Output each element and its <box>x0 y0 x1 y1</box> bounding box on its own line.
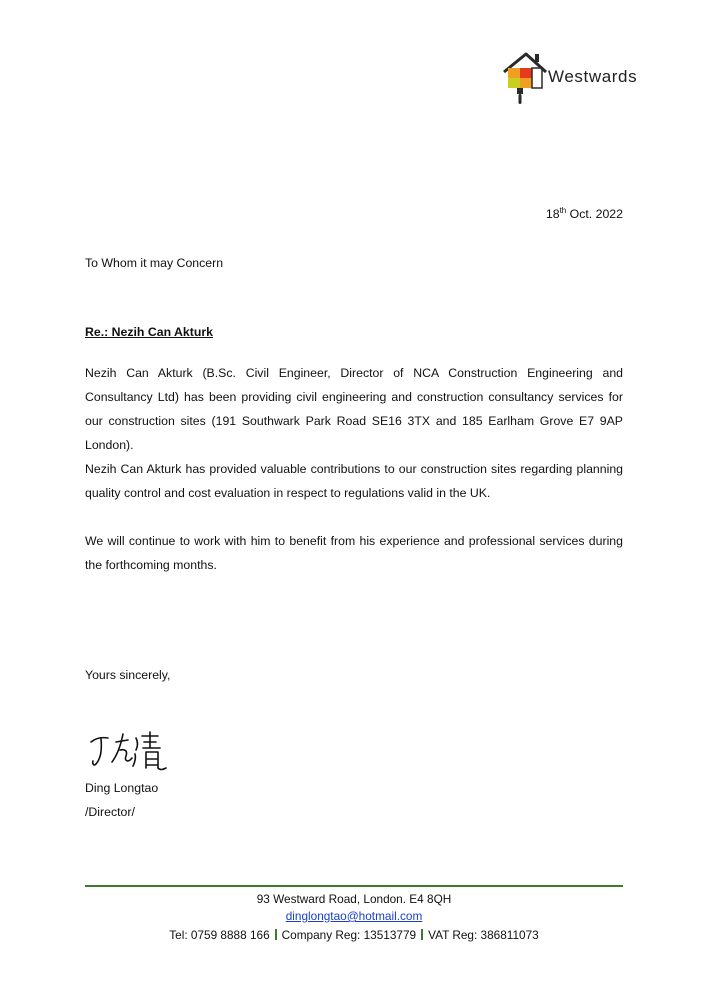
letter-date: 18th Oct. 2022 <box>545 205 623 221</box>
footer-registration-line <box>85 926 623 944</box>
company-logo <box>500 48 680 108</box>
separator-bar <box>275 929 277 940</box>
body-paragraph: Nezih Can Akturk (B.Sc. Civil Engineer, Director of NCA Construction Engineering and Consultancy Ltd) has been providing civil engineering and construction consultancy services for our construction sites (191 Southwark Park Road SE16 3TX and 185 Earlham Grove E7 9AP London). <box>85 366 623 452</box>
footer-company-reg: Company Reg: 13513779 <box>281 928 417 942</box>
footer-divider <box>85 885 623 887</box>
footer-email-line <box>85 907 623 925</box>
closing: Yours sincerely, <box>85 668 171 682</box>
signer-name: Ding Longtao <box>85 781 159 795</box>
body-paragraph: Nezih Can Akturk has provided valuable contributions to our construction sites regarding planning quality control and cost evaluation in respect to regulations valid in the UK. <box>85 462 623 500</box>
footer-email-link[interactable]: dinglongtao@hotmail.com <box>285 909 423 923</box>
body-paragraph: We will continue to work with him to benefit from his experience and professional services during the forthcoming months. <box>85 534 623 572</box>
separator-bar <box>421 929 423 940</box>
handwritten-signature <box>88 728 172 774</box>
salutation: To Whom it may Concern <box>85 256 224 270</box>
footer-vat-reg: VAT Reg: 386811073 <box>428 928 539 942</box>
footer-tel: Tel: 0759 8888 166 <box>169 928 270 942</box>
logo-brand-name: Westwards <box>548 67 638 86</box>
subject-line: Re.: Nezih Can Akturk <box>85 325 214 339</box>
footer-address: 93 Westward Road, London. E4 8QH <box>256 892 452 906</box>
signer-title: /Director/ <box>85 805 135 819</box>
